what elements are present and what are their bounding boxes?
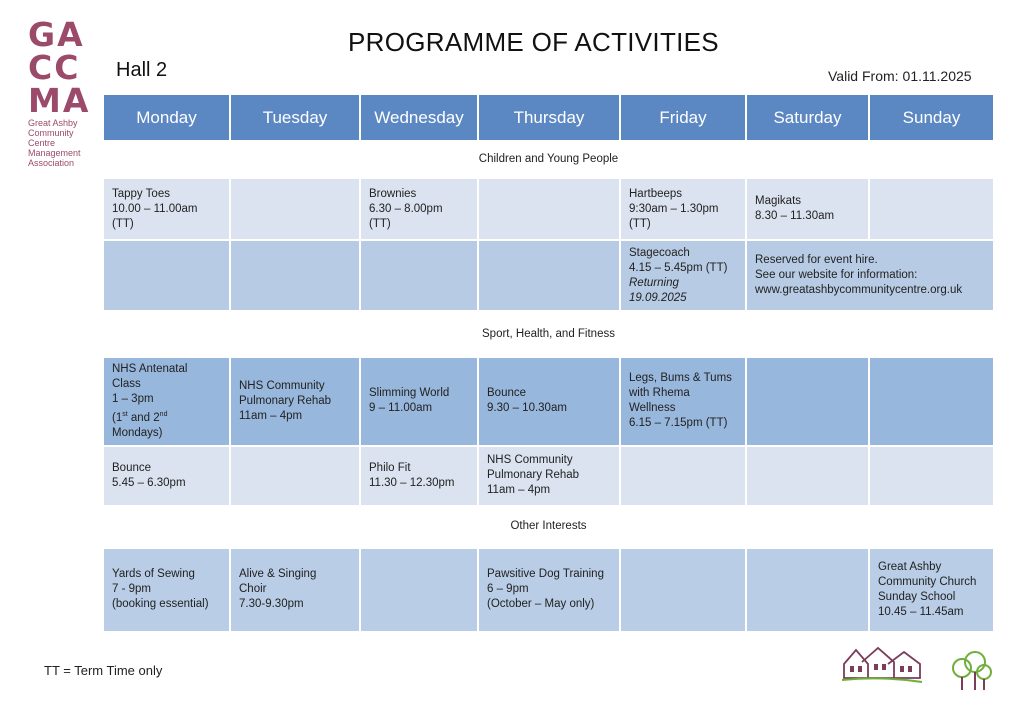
logo-letters-3: MA (28, 81, 91, 120)
valid-from: Valid From: 01.11.2025 (828, 68, 972, 84)
day-saturday: Saturday (746, 94, 869, 141)
activity-sunday-school: Great Ashby Community Church Sunday School 10.45 – 11.45am (878, 560, 977, 618)
day-tuesday: Tuesday (230, 94, 360, 141)
section-children: Children and Young People (103, 141, 994, 178)
activity-philo-fit: Philo Fit 11.30 – 12.30pm (369, 461, 455, 489)
activity-nhs-pulmonary-rehab-thu: NHS Community Pulmonary Rehab 11am – 4pm (487, 454, 580, 497)
activity-alive-singing-choir: Alive & Singing Choir 7.30-9.30pm (239, 568, 317, 611)
section-row (103, 141, 994, 178)
day-wednesday: Wednesday (360, 94, 478, 141)
activity-brownies: Brownies 6.30 – 8.00pm (TT) (369, 187, 443, 230)
activity-bounce: Bounce 9.30 – 10.30am (487, 387, 567, 415)
table-row (103, 178, 994, 240)
activity-pawsitive-dog-training: Pawsitive Dog Training 6 – 9pm (October – May only) (487, 568, 604, 611)
activity-bounce-evening: Bounce 5.45 – 6.30pm (112, 461, 186, 489)
table-row: NHS Antenatal Class 1 – 3pm (1st and 2nd Mondays) NHS Community Pulmonary Rehab 11am – 4pm Slimming World 9 – 11.00am Bounce 9.30 – 10.30am Legs, Bums & Tums with Rhema Wellness 6.15 – 7.15pm (TT) (103, 357, 994, 446)
table-row (103, 240, 994, 311)
activities-table (102, 93, 995, 633)
activity-nhs-antenatal: NHS Antenatal Class 1 – 3pm (112, 363, 188, 405)
event-hire-note: Reserved for event hire. See our website for information: www.greatashbycommunitycentre.org.uk (755, 254, 963, 296)
day-sunday: Sunday (869, 94, 994, 141)
activity-tappy-toes: Tappy Toes 10.00 – 11.00am (TT) (112, 187, 198, 230)
hall-label: Hall 2 (116, 59, 168, 81)
section-sport: Sport, Health, and Fitness (103, 311, 994, 357)
activity-nhs-pulmonary-rehab: NHS Community Pulmonary Rehab 11am – 4pm (239, 379, 332, 422)
activity-stagecoach: Stagecoach 4.15 – 5.45pm (TT) (629, 246, 728, 274)
day-monday: Monday (103, 94, 230, 141)
houses-trees-icon (842, 642, 992, 692)
logo-name: Great Ashby Community Centre Management Association (28, 118, 81, 168)
antenatal-note: (1st and 2nd (112, 411, 168, 424)
activity-hartbeeps: Hartbeeps 9:30am – 1.30pm (TT) (629, 187, 719, 230)
section-row (103, 311, 994, 357)
term-time-legend: TT = Term Time only (44, 663, 163, 678)
logo-letters-1: GA (28, 15, 85, 54)
day-friday: Friday (620, 94, 746, 141)
activity-yards-of-sewing: Yards of Sewing 7 - 9pm (booking essential) (112, 568, 209, 611)
activity-legs-bums-tums: Legs, Bums & Tums with Rhema Wellness 6.15 – 7.15pm (TT) (629, 372, 732, 430)
day-thursday: Thursday (478, 94, 620, 141)
activity-magikats: Magikats 8.30 – 11.30am (755, 195, 835, 222)
section-other: Other Interests (103, 506, 994, 548)
logo-letters-2: CC (28, 48, 81, 87)
stagecoach-note: Returning 19.09.2025 (629, 276, 687, 304)
page-title: PROGRAMME OF ACTIVITIES (348, 27, 719, 57)
section-row (103, 506, 994, 548)
table-row (103, 548, 994, 632)
activity-slimming-world: Slimming World 9 – 11.00am (369, 387, 450, 415)
gaccma-logo (28, 15, 108, 168)
day-header-row (103, 94, 994, 141)
table-row (103, 446, 994, 506)
